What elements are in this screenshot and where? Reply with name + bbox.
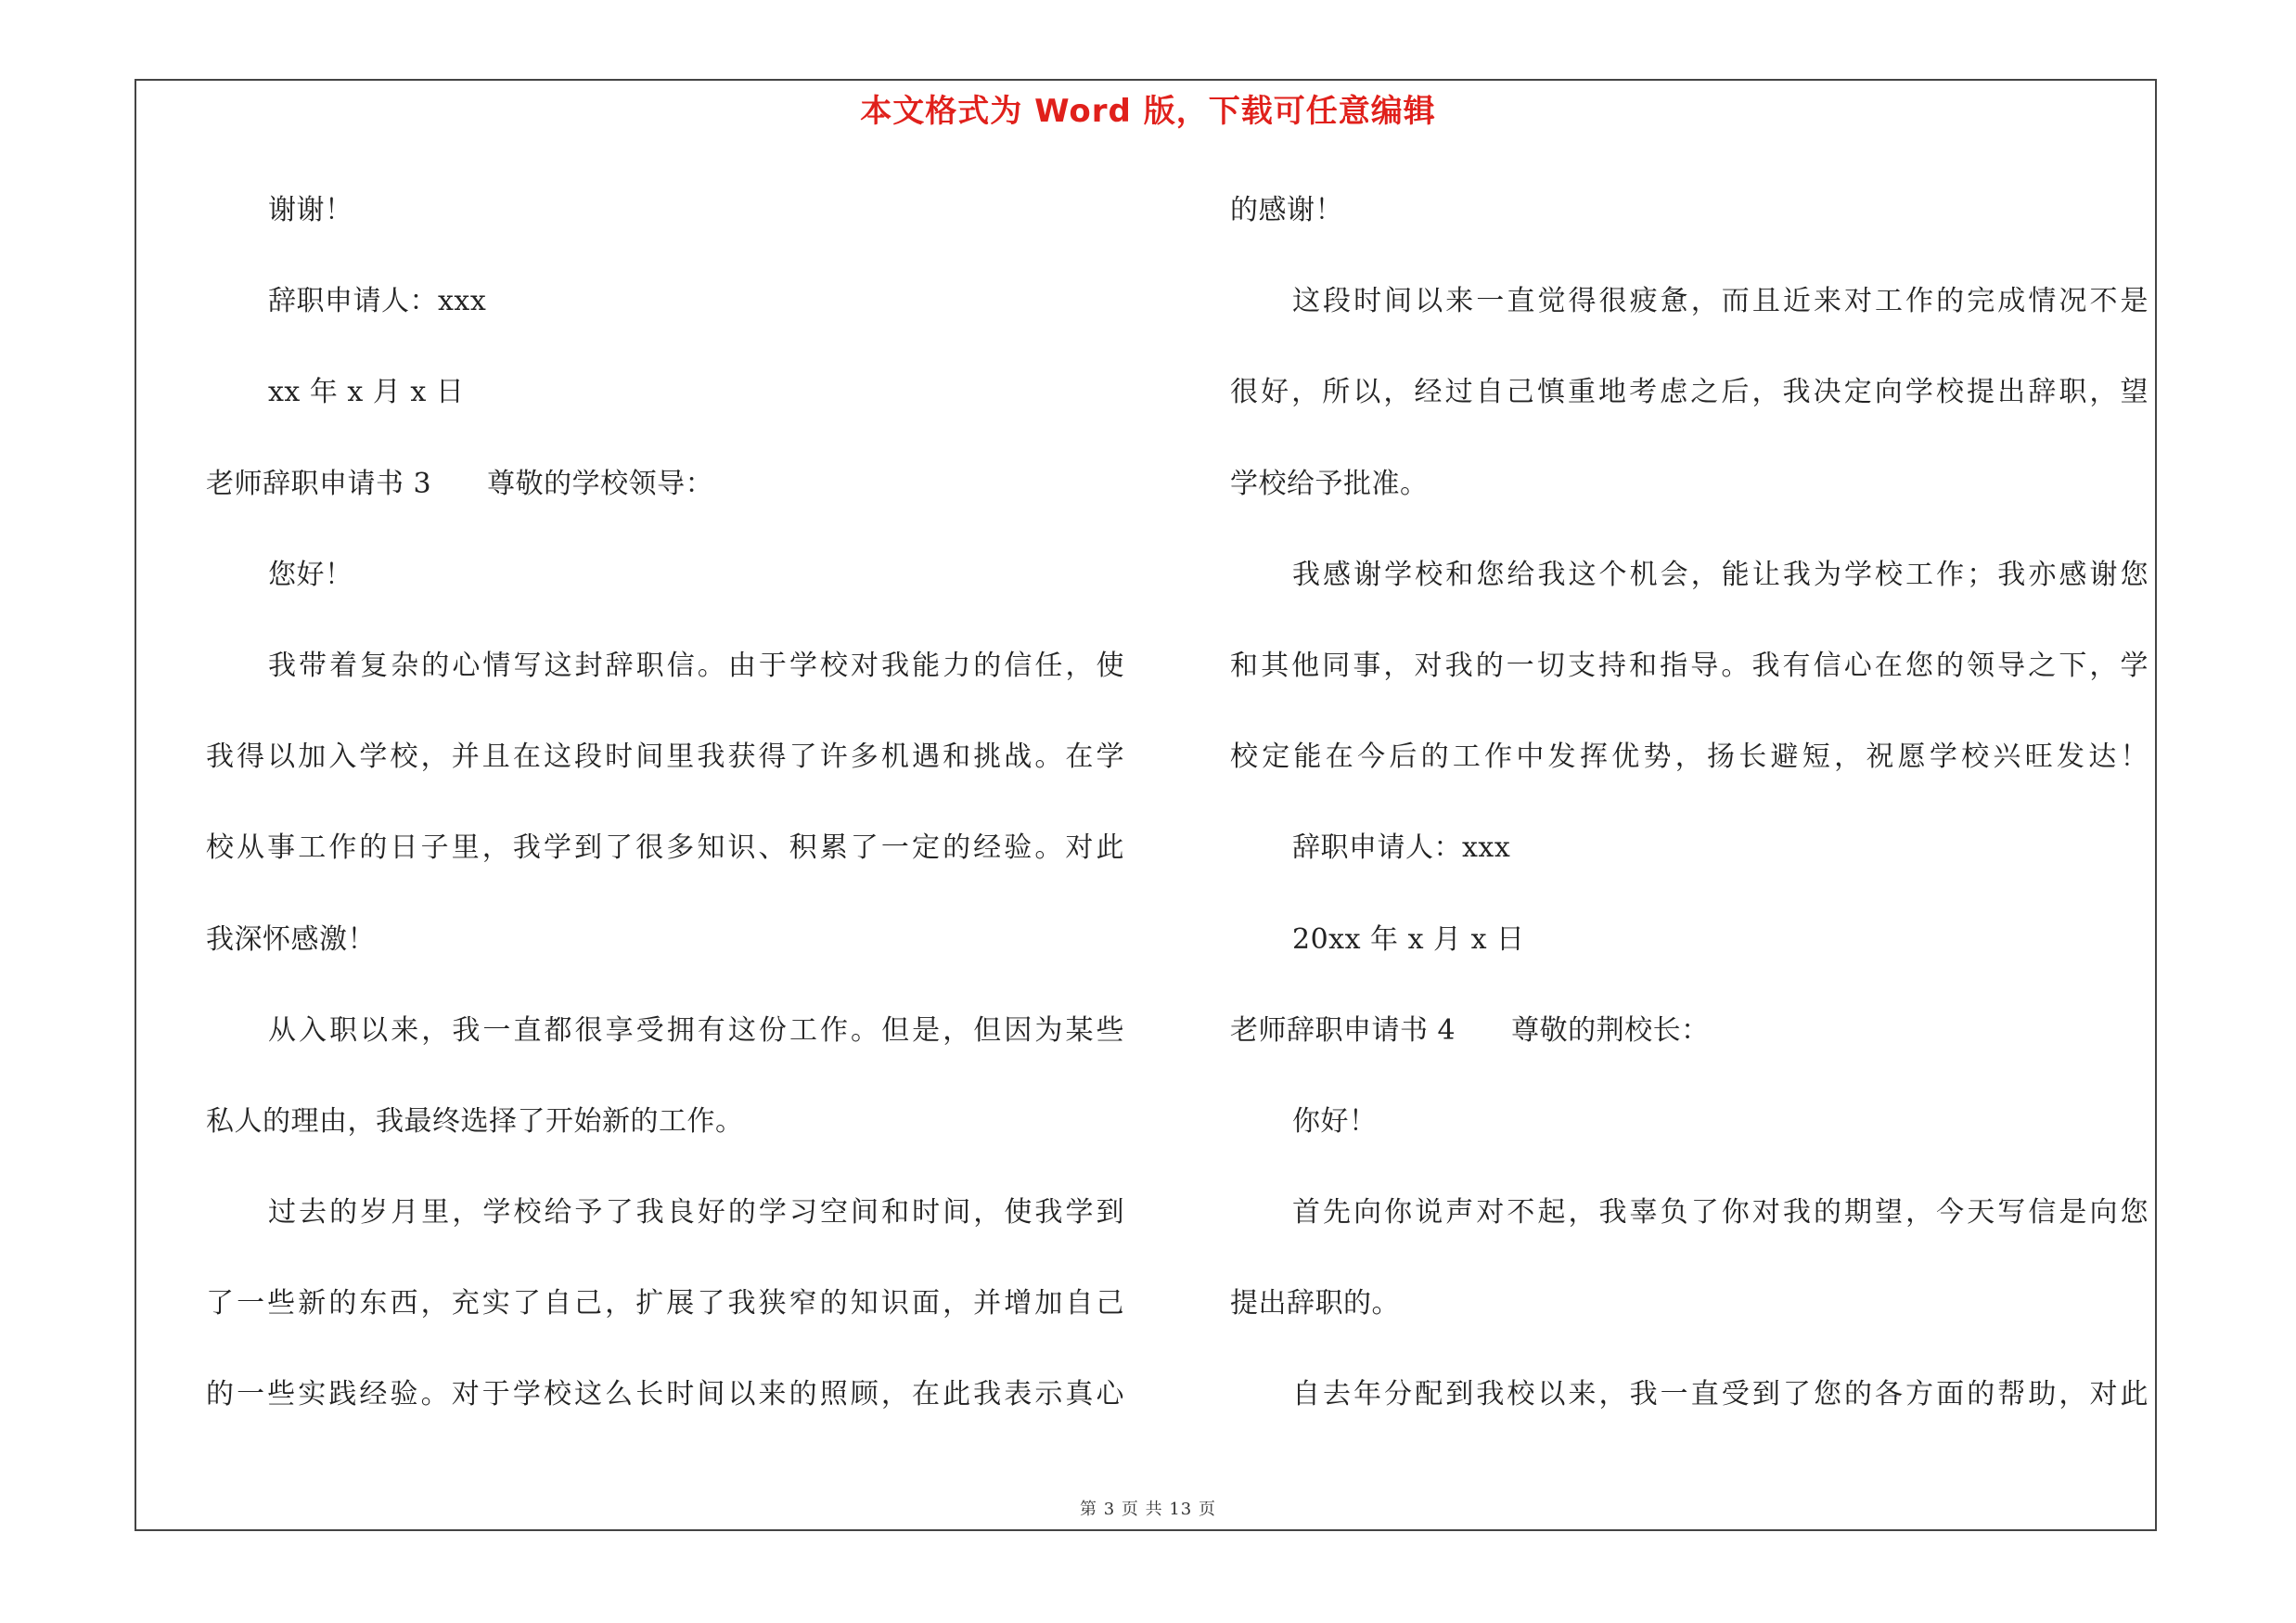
text-line	[206, 1003, 1124, 1094]
text-line	[1230, 1367, 2148, 1458]
line-text: 我深怀感激！	[206, 922, 376, 956]
text-line	[1230, 912, 2148, 1003]
text-line	[206, 820, 1124, 911]
text-line	[1230, 729, 2148, 820]
text-line	[1230, 638, 2148, 729]
line-text: 老师辞职申请书 4	[1230, 1013, 1456, 1047]
salutation-text: 尊敬的荆校长：	[1511, 1013, 1710, 1047]
text-line	[1230, 1185, 2148, 1276]
right-column	[1230, 183, 2148, 1459]
text-line	[1230, 1094, 2148, 1185]
text-line	[206, 638, 1124, 729]
text-line	[1230, 820, 2148, 911]
text-line	[206, 912, 1124, 1003]
page-number-footer: 第 3 页 共 13 页	[1080, 1500, 1216, 1519]
text-line	[1230, 547, 2148, 638]
line-text: 您好！	[268, 558, 353, 591]
line-text: 学校给予批准。	[1230, 467, 1429, 500]
line-text: 校从事工作的日子里，我学到了很多知识、积累了一定的经验。对此	[206, 831, 1124, 865]
format-banner: 本文格式为 Word 版，下载可任意编辑	[860, 93, 1436, 130]
salutation-text: 尊敬的学校领导：	[487, 467, 714, 500]
line-text: 了一些新的东西，充实了自己，扩展了我狭窄的知识面，并增加自己	[206, 1287, 1124, 1320]
text-line	[206, 547, 1124, 638]
line-text: 这段时间以来一直觉得很疲惫，而且近来对工作的完成情况不是	[1292, 285, 2148, 318]
text-line	[1230, 183, 2148, 274]
text-line	[206, 183, 1124, 274]
line-text: 校定能在今后的工作中发挥优势，扬长避短，祝愿学校兴旺发达！	[1230, 741, 2148, 774]
line-text: 辞职申请人：xxx	[268, 285, 487, 318]
line-text: 我得以加入学校，并且在这段时间里我获得了许多机遇和挑战。在学	[206, 741, 1124, 774]
text-line	[206, 1185, 1124, 1276]
text-line	[1230, 457, 2148, 547]
line-text: 过去的岁月里，学校给予了我良好的学习空间和时间，使我学到	[268, 1196, 1124, 1230]
text-line	[206, 1367, 1124, 1458]
line-text: 的一些实践经验。对于学校这么长时间以来的照顾，在此我表示真心	[206, 1378, 1124, 1411]
line-text: 的感谢！	[1230, 194, 1343, 226]
line-text: 辞职申请人：xxx	[1292, 831, 1511, 865]
line-text: 首先向你说声对不起，我辜负了你对我的期望，今天写信是向您	[1292, 1196, 2148, 1230]
text-line	[206, 365, 1124, 456]
line-text: 你好！	[1292, 1104, 1378, 1138]
line-text: 私人的理由，我最终选择了开始新的工作。	[206, 1104, 744, 1138]
text-line	[1230, 365, 2148, 456]
text-line	[206, 729, 1124, 820]
line-text: 我感谢学校和您给我这个机会，能让我为学校工作；我亦感谢您	[1292, 558, 2148, 591]
line-text: 从入职以来，我一直都很享受拥有这份工作。但是，但因为某些	[268, 1013, 1124, 1047]
text-line	[1230, 274, 2148, 365]
line-text: 提出辞职的。	[1230, 1287, 1400, 1320]
text-line	[206, 1276, 1124, 1367]
text-line	[206, 1094, 1124, 1185]
line-text: xx 年 x 月 x 日	[268, 376, 465, 409]
left-column	[206, 183, 1124, 1459]
text-line	[206, 457, 1124, 547]
line-text: 自去年分配到我校以来，我一直受到了您的各方面的帮助，对此	[1292, 1378, 2148, 1411]
line-text: 20xx 年 x 月 x 日	[1292, 922, 1525, 956]
text-line	[1230, 1003, 2148, 1094]
line-text: 我带着复杂的心情写这封辞职信。由于学校对我能力的信任，使	[268, 649, 1124, 682]
line-text: 老师辞职申请书 3	[206, 467, 432, 500]
line-text: 和其他同事，对我的一切支持和指导。我有信心在您的领导之下，学	[1230, 649, 2148, 682]
text-line	[1230, 1276, 2148, 1367]
text-line	[206, 274, 1124, 365]
line-text: 很好，所以，经过自己慎重地考虑之后，我决定向学校提出辞职，望	[1230, 376, 2148, 409]
line-text: 谢谢！	[268, 194, 353, 226]
